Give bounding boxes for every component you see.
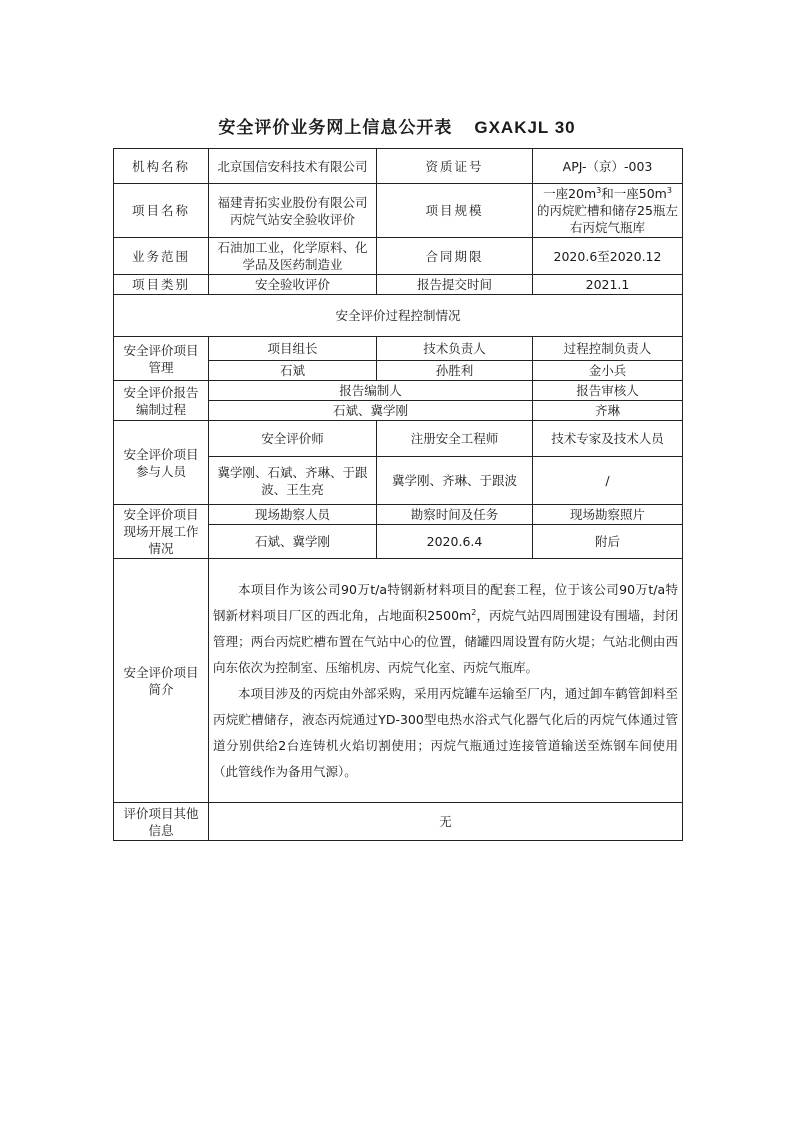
members-head-expert: 技术专家及技术人员 [533,421,683,457]
members-engineers: 冀学刚、齐琳、于跟波 [377,457,533,505]
intro-label: 安全评价项目简介 [114,559,209,803]
site-head-staff: 现场勘察人员 [209,505,377,525]
report-head-author: 报告编制人 [209,381,533,401]
report-head-reviewer: 报告审核人 [533,381,683,401]
mgmt-head-process: 过程控制负责人 [533,337,683,361]
intro-p1-a: 本项目作为该公司90万t/a特钢新材料项目的配套工程，位于该公司90万t/a特钢新材料项目厂区的西北角，占地面积2500m [213,581,678,623]
mgmt-tech: 孙胜利 [377,361,533,381]
row-project [114,184,683,238]
members-label: 安全评价项目参与人员 [114,421,209,505]
mgmt-process: 金小兵 [533,361,683,381]
submit-label: 报告提交时间 [377,275,533,295]
row-mgmt-head [114,337,683,361]
row-section-header [114,295,683,337]
row-business [114,238,683,275]
scale-value [533,184,683,238]
scale-exp-2: 3 [666,185,672,195]
intro-paragraph-2: 本项目涉及的丙烷由外部采购，采用丙烷罐车运输至厂内，通过卸车鹤管卸料至丙烷贮槽储存，液态丙烷通过YD-300型电热水浴式气化器气化后的丙烷气体通过管道分别供给2台连铸机火焰切割使用；丙烷气瓶通过连接管道输送至炼钢车间使用（此管线作为备用气源）。 [213,685,678,779]
mgmt-leader: 石斌 [209,361,377,381]
row-site-head [114,505,683,525]
scale-post: 的丙烷贮槽和储存25瓶左右丙烷气瓶库 [537,203,678,235]
members-experts: / [533,457,683,505]
mgmt-head-leader: 项目组长 [209,337,377,361]
org-value: 北京国信安科技术有限公司 [209,149,377,184]
cert-value: APJ-（京）-003 [533,149,683,184]
members-assessors: 冀学刚、石斌、齐琳、于跟波、王生亮 [209,457,377,505]
site-head-photos: 现场勘察照片 [533,505,683,525]
contract-label: 合同期限 [377,238,533,275]
row-report-head [114,381,683,401]
section-header: 安全评价过程控制情况 [114,295,683,337]
form-code: GXAKJL 30 [474,118,576,137]
row-other [114,803,683,841]
intro-text [209,559,683,803]
contract-value: 2020.6至2020.12 [533,238,683,275]
scale-exp-1: 3 [596,185,602,195]
report-reviewer: 齐琳 [533,401,683,421]
mgmt-head-tech: 技术负责人 [377,337,533,361]
site-photos: 附后 [533,525,683,559]
other-label: 评价项目其他信息 [114,803,209,841]
intro-paragraph-1 [213,577,678,681]
category-label: 项目类别 [114,275,209,295]
site-staff: 石斌、冀学刚 [209,525,377,559]
other-value: 无 [209,803,683,841]
scale-label: 项目规模 [377,184,533,238]
row-intro [114,559,683,803]
intro-p1-b: ，丙烷气站四周围建设有围墙，封闭管理；两台丙烷贮槽布置在气站中心的位置，储罐四周设置有防火堤；气站北侧由西向东依次为控制室、压缩机房、丙烷气化室、丙烷气瓶库。 [213,607,678,675]
scale-pre: 一座20m [543,186,597,201]
site-time: 2020.6.4 [377,525,533,559]
site-head-time: 勘察时间及任务 [377,505,533,525]
row-members-head [114,421,683,457]
info-table [113,148,683,841]
row-org [114,149,683,184]
members-head-engineer: 注册安全工程师 [377,421,533,457]
title-text: 安全评价业务网上信息公开表 [218,118,453,138]
members-head-assessor: 安全评价师 [209,421,377,457]
business-value: 石油加工业，化学原料、化学品及医药制造业 [209,238,377,275]
cert-label: 资质证号 [377,149,533,184]
document-title [0,113,794,138]
report-label: 安全评价报告编制过程 [114,381,209,421]
scale-mid: 和一座50m [601,186,667,201]
category-value: 安全验收评价 [209,275,377,295]
submit-value: 2021.1 [533,275,683,295]
business-label: 业务范围 [114,238,209,275]
org-label: 机构名称 [114,149,209,184]
intro-p1-exp: 2 [471,607,477,617]
row-category [114,275,683,295]
mgmt-label: 安全评价项目管理 [114,337,209,381]
project-label: 项目名称 [114,184,209,238]
site-label: 安全评价项目现场开展工作情况 [114,505,209,559]
project-value: 福建青拓实业股份有限公司丙烷气站安全验收评价 [209,184,377,238]
report-authors: 石斌、冀学刚 [209,401,533,421]
